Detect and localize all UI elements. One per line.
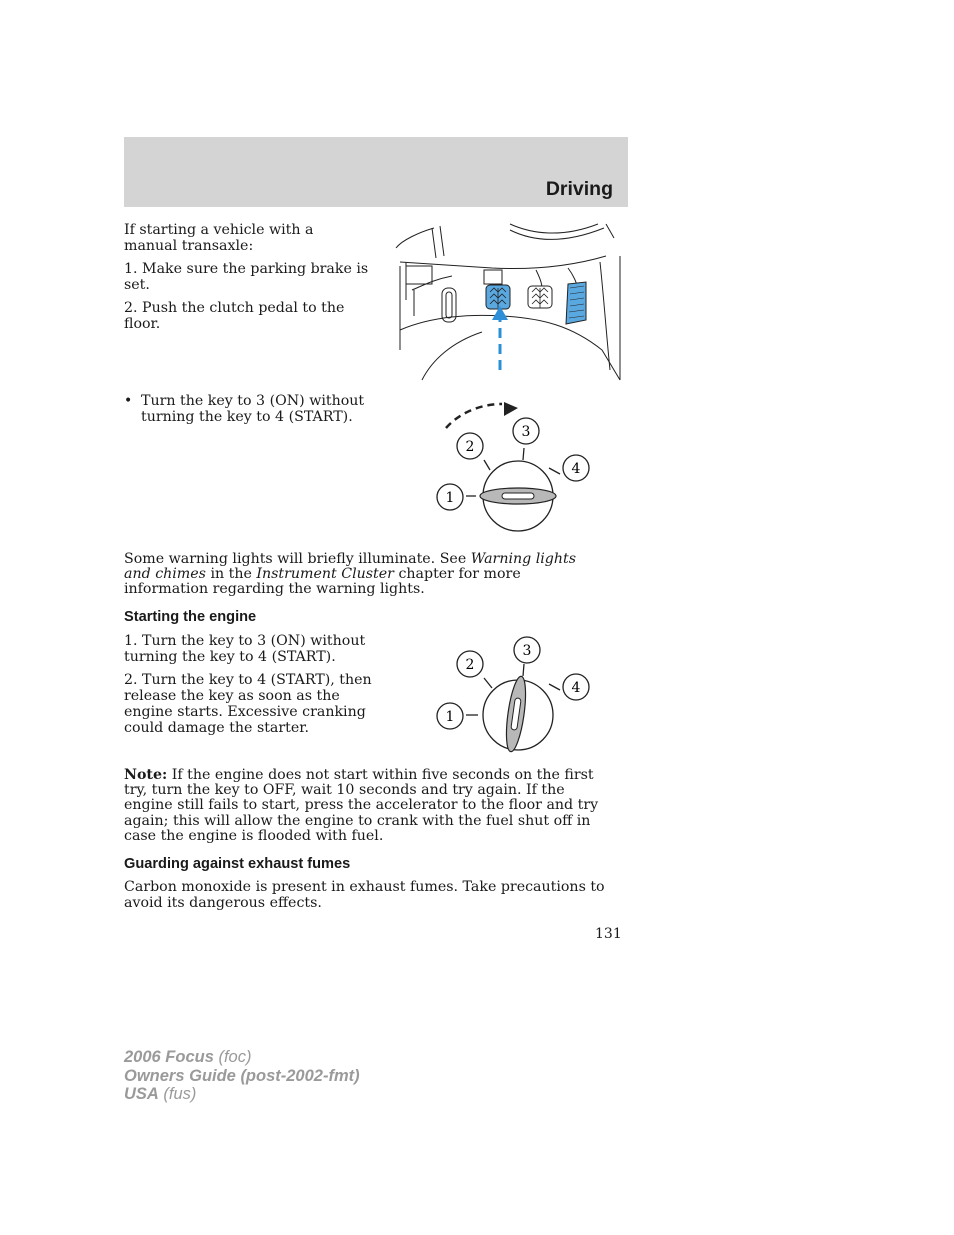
manual-step-1: 1. Make sure the parking brake is set. [124, 261, 369, 293]
ignition-diagram-start [432, 632, 602, 758]
manual-step-2: 2. Push the clutch pedal to the floor. [124, 300, 345, 332]
pedal-illustration [392, 220, 630, 382]
starting-step-2: 2. Turn the key to 4 (START), then release the key as soon as the engine starts. Excessive cranking could damage the starter. [124, 672, 372, 736]
position-label-3: 3 [522, 643, 532, 659]
heading-starting-engine: Starting the engine [124, 609, 257, 625]
position-label-4: 4 [571, 461, 581, 477]
position-label-2: 2 [465, 657, 475, 673]
position-label-2: 2 [465, 439, 475, 455]
note-label: Note: [124, 767, 168, 783]
position-label-1: 1 [445, 709, 455, 725]
bullet-text: Turn the key to 3 (ON) without turning the key to 4 (START). [141, 393, 365, 425]
footer: 2006 Focus (foc) Owners Guide (post-2002-fmt) USA (fus) [124, 1048, 360, 1103]
exhaust-paragraph: Carbon monoxide is present in exhaust fumes. Take precautions to avoid its dangerous effects. [124, 879, 605, 911]
heading-exhaust-fumes: Guarding against exhaust fumes [124, 856, 351, 872]
position-label-4: 4 [571, 680, 581, 696]
manual-intro: If starting a vehicle with a manual transaxle: [124, 222, 314, 254]
note-paragraph: Note: If the engine does not start within five seconds on the first try, turn the key to OFF, wait 10 seconds and try again. If the engine still fails to start, press the accelerator to the floor and try again; this will allow the engine to crank with the fuel shut off in case the engine is flooded with fuel. [124, 767, 599, 844]
page-number: 131 [595, 926, 622, 942]
position-label-1: 1 [445, 490, 455, 506]
header-band [124, 137, 628, 207]
starting-step-1: 1. Turn the key to 3 (ON) without turning the key to 4 (START). [124, 633, 366, 665]
bullet-marker: • [124, 393, 133, 409]
position-label-3: 3 [521, 424, 531, 440]
ignition-diagram-off [432, 398, 602, 534]
warning-paragraph: Some warning lights will briefly illuminate. See Warning lights and chimes in the Instrument Cluster chapter for more information regarding the warning lights. [124, 551, 577, 597]
section-title: Driving [545, 178, 613, 200]
